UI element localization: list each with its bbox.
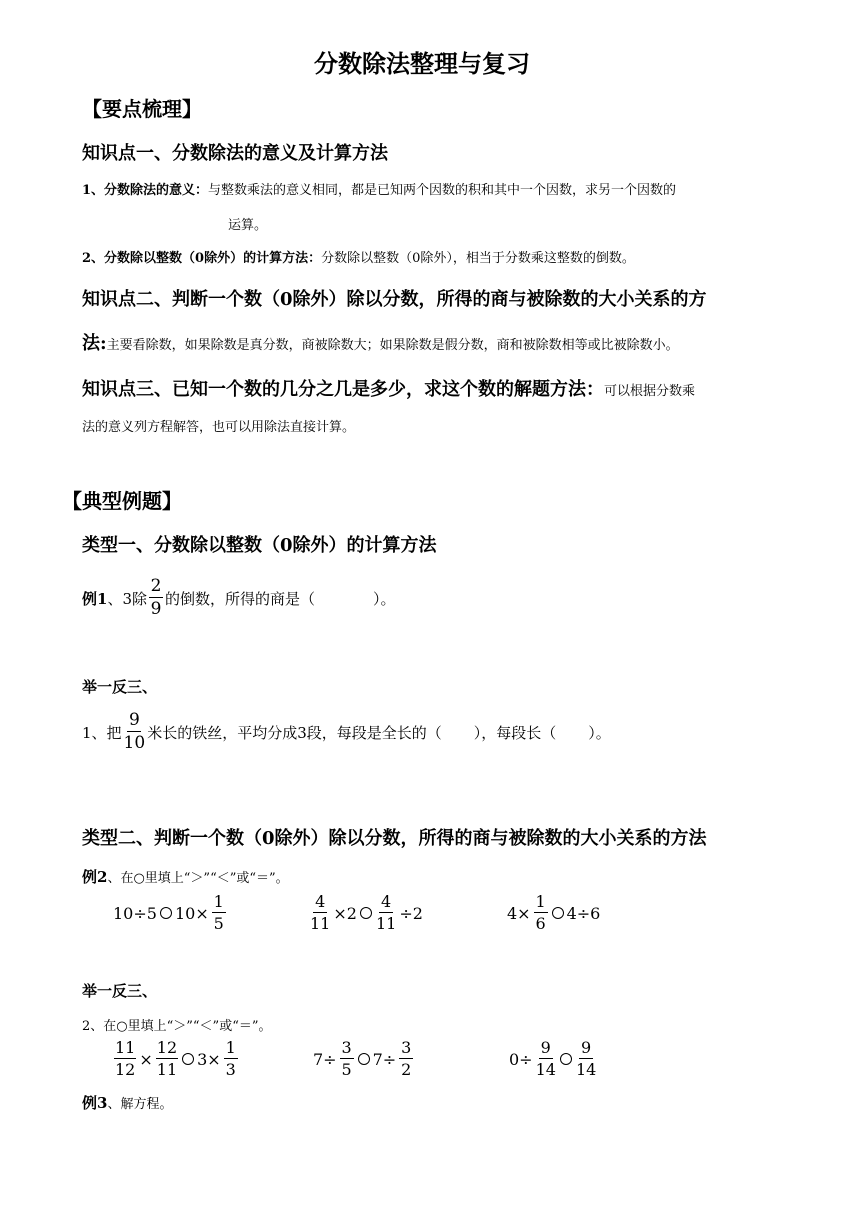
practice-1: [82, 712, 611, 752]
example-2-item-b: $\frac{4}{11}$ ×2 $\frac{4}{11}$ ÷2: [310, 892, 423, 933]
example-1-prefix: 、3除: [107, 589, 147, 608]
example-2-text: 、在○里填上“＞”“＜”或“＝”。: [107, 871, 289, 886]
kp1-item-2-label: 2、分数除以整数（0除外）的计算方法：: [82, 251, 322, 266]
kp1-item-1-continuation: 运算。: [228, 218, 268, 233]
practice-1-text-2: ），每段长（: [473, 723, 557, 742]
example-3: [82, 1092, 172, 1113]
practice-2-heading: 举一反三、: [82, 982, 158, 1000]
example-2: [82, 866, 289, 887]
practice-2-item-b: 7÷ $\frac{3}{5}$ 7÷ $\frac{3}{2}$: [313, 1038, 412, 1079]
section-heading-typical-examples: 【典型例题】: [62, 489, 182, 513]
practice-2-item-a: $\frac{11}{12}$ × $\frac{12}{11}$ 3× $\frac{1}{3}$: [115, 1038, 236, 1079]
kp1-item-1-label: 1、分数除法的意义：: [82, 183, 209, 198]
practice-2-text: 2、在○里填上“＞”“＜”或“＝”。: [82, 1019, 272, 1034]
kp1-item-2: [82, 247, 635, 266]
kp3-text-continuation: 法的意义列方程解答，也可以用除法直接计算。: [82, 420, 356, 435]
compare-circle[interactable]: [360, 907, 372, 919]
example-1-close: ）。: [373, 589, 396, 608]
kp2-body: [82, 329, 679, 355]
practice-1-heading: 举一反三、: [82, 678, 158, 696]
kp1-item-2-text: 分数除以整数（0除外），相当于分数乘这整数的倒数。: [321, 251, 635, 266]
compare-circle[interactable]: [182, 1053, 194, 1065]
example-1: [82, 578, 396, 618]
kp2-heading-continuation: 法:: [82, 333, 107, 354]
example-1-text: 的倒数，所得的商是（: [164, 589, 315, 608]
type-2-heading: 类型二、判断一个数（0除外）除以分数，所得的商与被除数的大小关系的方法: [82, 828, 707, 849]
example-1-label: 例1: [82, 589, 108, 608]
compare-circle[interactable]: [358, 1053, 370, 1065]
kp3-body: [82, 375, 695, 401]
kp3-text: 可以根据分数乘: [604, 384, 696, 399]
practice-1-prefix: 1、把: [82, 723, 122, 742]
practice-1-close: ）。: [588, 723, 611, 742]
example-1-fraction: $\frac{2}{9}$: [150, 576, 162, 619]
practice-2-item-c: 0÷ $\frac{9}{14}$ $\frac{9}{14}$: [509, 1038, 597, 1079]
knowledge-point-1-heading: 知识点一、分数除法的意义及计算方法: [82, 143, 388, 164]
type-1-heading: 类型一、分数除以整数（0除外）的计算方法: [82, 535, 437, 556]
example-3-text: 、解方程。: [107, 1097, 173, 1112]
kp2-text: 主要看除数，如果除数是真分数，商被除数大；如果除数是假分数，商和被除数相等或比被除数小。: [106, 338, 679, 353]
practice-1-text: 米长的铁丝，平均分成3段，每段是全长的（: [147, 723, 442, 742]
kp1-item-1-text: 与整数乘法的意义相同，都是已知两个因数的积和其中一个因数，求另一个因数的: [208, 183, 677, 198]
example-2-label: 例2: [82, 868, 108, 886]
compare-circle[interactable]: [560, 1053, 572, 1065]
page-title: 分数除法整理与复习: [314, 49, 530, 78]
knowledge-point-3-heading: 知识点三、已知一个数的几分之几是多少，求这个数的解题方法：: [82, 379, 604, 400]
kp1-item-1: [82, 179, 676, 198]
example-2-item-c: 4× $\frac{1}{6}$ 4÷6: [507, 892, 601, 933]
example-3-label: 例3: [82, 1094, 108, 1112]
compare-circle[interactable]: [552, 907, 564, 919]
section-heading-key-points: 【要点梳理】: [82, 97, 202, 121]
example-2-item-a: 10÷5 10× $\frac{1}{5}$: [113, 892, 224, 933]
compare-circle[interactable]: [160, 907, 172, 919]
practice-1-fraction: $\frac{9}{10}$: [123, 710, 146, 753]
knowledge-point-2-heading: 知识点二、判断一个数（0除外）除以分数，所得的商与被除数的大小关系的方: [82, 289, 707, 310]
